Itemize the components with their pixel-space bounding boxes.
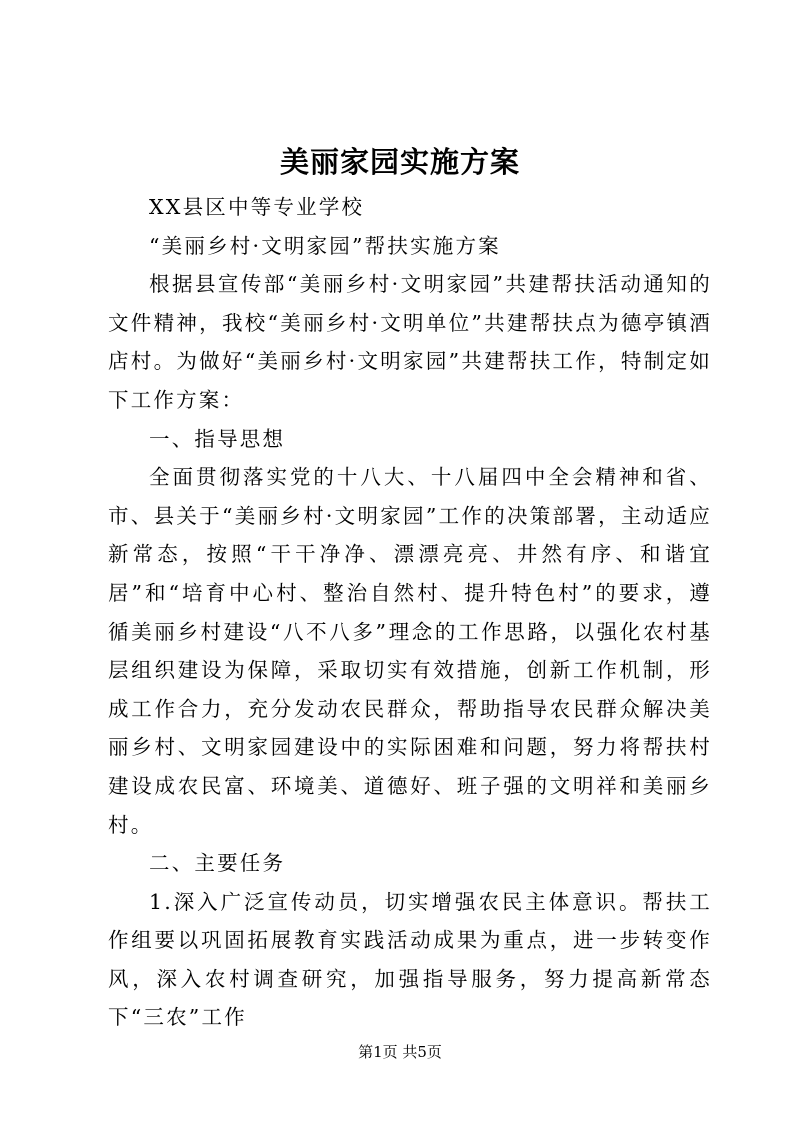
page-number-footer: 第1页 共5页 <box>358 1043 442 1061</box>
school-name: XX县区中等专业学校 <box>149 195 365 219</box>
main-task-item-1: 1.深入广泛宣传动员，切实增强农民主体意识。帮扶工作组要以巩固拓展教育实践活动成果为重点，进一步转变作风，深入农村调查研究，加强指导服务，努力提高新常态下“三农”工作 <box>108 889 712 1030</box>
document-body <box>108 188 712 1037</box>
section-heading-main-tasks: 二、主要任务 <box>149 851 286 876</box>
guiding-thought-paragraph: 全面贯彻落实党的十八大、十八届四中全会精神和省、市、县关于“美丽乡村·文明家园”工作的决策部署，主动适应新常态，按照“干干净净、漂漂亮亮、井然有序、和谐宜居”和“培育中心村、整治自然村、提升特色村”的要求，遵循美丽乡村建设“八不八多”理念的工作思路，以强化农村基层组织建设为保障，采取切实有效措施，创新工作机制，形成工作合力，充分发动农民群众，帮助指导农民群众解决美丽乡村、文明家园建设中的实际困难和问题，努力将帮扶村建设成农民富、环境美、道德好、班子强的文明祥和美丽乡村。 <box>108 465 712 837</box>
intro-paragraph: 根据县宣传部“美丽乡村·文明家园”共建帮扶活动通知的文件精神，我校“美丽乡村·文明单位”共建帮扶点为德亭镇酒店村。为做好“美丽乡村·文明家园”共建帮扶工作，特制定如下工作方案： <box>108 272 712 412</box>
document-title: 美丽家园实施方案 <box>279 145 520 179</box>
plan-subtitle: “美丽乡村·文明家园”帮扶实施方案 <box>149 233 501 258</box>
section-heading-guiding-thought: 一、指导思想 <box>149 426 286 451</box>
